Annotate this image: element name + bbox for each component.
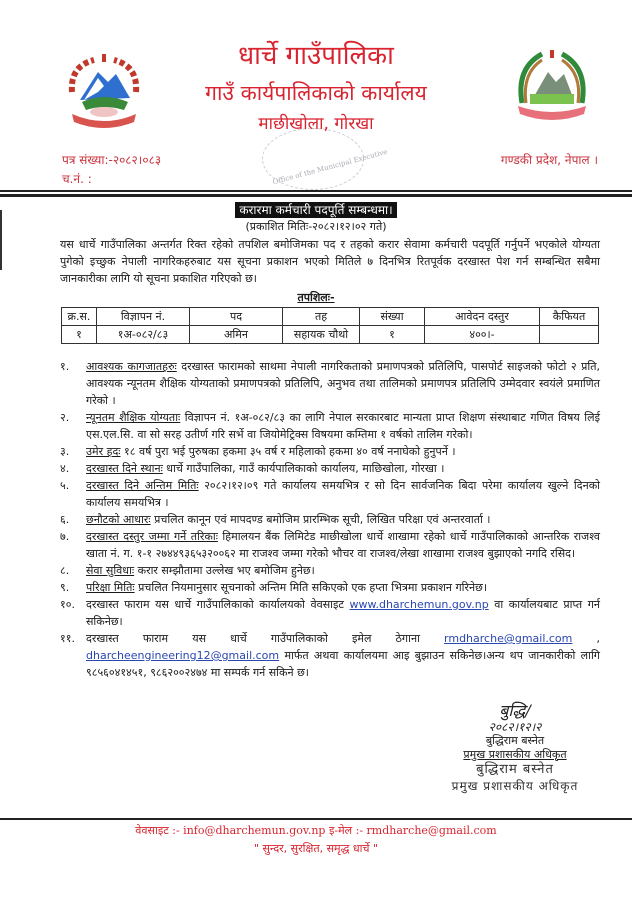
col-sn: क्र.स. [62,308,97,326]
list-item: ७. दरखास्त दस्तुर जम्मा गर्ने तरिकाः हिमालयन बैंक लिमिटेड माछीखोला धार्चे शाखामा रहेको धार्चे गाउँपालिकाको आन्तरिक राजश्व खाता नं. ग. १-१ २७४४९३६५३२००६२ मा राजश्व जम्मा गरेको भौचर वा राजश्व/लेखा शाखामा राजश्व बुझाएको नगदि रसिद। [60,530,600,560]
list-item: ८. सेवा सुविधाः करार सम्झौतामा उल्लेख भए बमोजिम हुनेछ। [60,564,315,577]
item-label: परिक्षा मितिः [86,581,135,594]
table-row [62,326,599,344]
stamp-designation: प्रमुख प्रशासकीय अधिकृत [451,779,579,793]
item-label: दरखास्त दस्तुर जम्मा गर्ने तरिकाः [86,530,218,543]
cell-post: अमिन [190,326,283,344]
item-label: दरखास्त दिने स्थानः [86,462,163,475]
table-header-row [62,308,599,326]
footer-motto: " सुन्दर, सुरक्षित, समृद्ध धार्चे " [253,842,379,855]
item-label: उमेर हदः [86,445,121,458]
cell-ad-no: १अ-०८२/८३ [97,326,190,344]
list-item: २. न्यूनतम शैक्षिक योग्यताः विज्ञापन नं. १अ-०८२/८३ का लागि नेपाल सरकारबाट मान्यता प्राप्त शिक्षण संस्थाबाट गणित विषय लिई एस.एल.सि. वा सो सरह उतीर्ण गरि सर्भे वा जियोमेट्रिक्स विषयमा कम्तिमा १ वर्षको तालिम गरेको। [60,411,600,441]
item-label: छनौटको आधारः [86,513,151,526]
item-label: सेवा सुविधाः [86,564,135,577]
cell-fee: ४००।- [425,326,540,344]
col-ad-no: विज्ञापन नं. [97,308,190,326]
municipality-name: धार्चे गाउँपालिका [238,41,394,71]
list-item: ११. दरखास्त फाराम यस धार्चे गाउँपालिकाको इमेल ठेगाना rmdharche@gmail.com , dharcheengineering12@gmail.com मार्फत अथवा कार्यालयमा आइ बुझाउन सकिनेछ।अन्य थप जानकारीको लागि ९८५६०४१४५१, ९८६२००२४७४ मा सम्पर्क गर्न सकिने छ। [60,632,600,679]
table-caption: तपशिलः- [297,291,335,304]
website-link[interactable]: www.dharchemun.gov.np [349,598,489,611]
col-fee: आवेदन दस्तुर [425,308,540,326]
item-label: न्यूनतम शैक्षिक योग्यताः [86,411,181,424]
item-label: दरखास्त दिने अन्तिम मितिः [86,479,199,492]
col-level: तह [283,308,360,326]
notice-subject: करारमा कर्मचारी पदपूर्ति सम्बन्धमा। [0,201,632,218]
footer-contact: वेवसाइट :- info@dharchemun.gov.np इ-मेल :- rmdharche@gmail.com [135,824,497,837]
province-label: गण्डकी प्रदेश, नेपाल । [500,153,598,167]
col-post: पद [190,308,283,326]
office-name: गाउँ कार्यपालिकाको कार्यालय [205,81,427,105]
stamp-name: बुद्धिराम बस्नेत [476,762,554,777]
email-link-primary[interactable]: rmdharche@gmail.com [444,632,573,645]
footer-divider [0,818,632,820]
vacancy-table [61,307,599,344]
signature-block [420,702,610,794]
notice-intro: यस धार्चे गाउँपालिका अन्तर्गत रिक्त रहेको तपशिल बमोजिमका पद र तहको करार सेवामा कर्मचारी पदपूर्ति गर्नुपर्ने भएकोले योग्यता पुगेको इच्छुक नेपाली नागरिकहरुबाट यस सूचना प्रकाशन भएको मितिले ७ दिनभित्र रितपूर्वक दरखास्त पेश गर्न सम्बन्धित सबैमा जानकारीका लागि यो सूचना प्रकाशित गरिएको छ। [60,238,600,285]
list-item: ३. उमेर हदः १८ वर्ष पुरा भई पुरुषका हकमा ३५ वर्ष र महिलाको हकमा ४० वर्ष ननाघेको हुनुपर्ने । [60,445,456,458]
cell-count: १ [360,326,425,344]
header-divider [0,190,632,192]
signatory-name: बुद्धिराम बस्नेत [485,734,545,747]
email-link-engineering[interactable]: dharcheengineering12@gmail.com [86,649,280,662]
header-divider-thick [0,194,632,197]
dispatch-number: च.नं. : [62,172,92,186]
cell-sn: १ [62,326,97,344]
list-item: ५. दरखास्त दिने अन्तिम मितिः २०८२।१२।०९ गते कार्यालय समयभित्र र सो दिन सार्वजनिक बिदा परेमा कार्यालय खुल्ने दिनको कार्यालय समयभित्र । [60,479,600,509]
published-date: (प्रकाशित मितिः-२०८२।१२।०२ गते) [245,220,387,233]
signatory-designation: प्रमुख प्रशासकीय अधिकृत [463,748,567,761]
cell-remarks [540,326,599,344]
cell-level: सहायक चौथो [283,326,360,344]
letter-number: पत्र संख्या:-२०८२।०८३ [62,153,162,167]
signature-date: २०८२।१२।२ [488,720,542,734]
item-label: आवश्यक कागजातहरुः [86,360,177,373]
list-item: ६. छनौटको आधारः प्रचलित कानून एवं मापदण्ड बमोजिम प्रारम्भिक सूची, लिखित परिक्षा एवं अन्तरवार्ता । [60,513,491,526]
conditions-list [60,358,600,681]
list-item: ९. परिक्षा मितिः प्रचलित नियमानुसार सूचनाको अन्तिम मिति सकिएको एक हप्ता भित्रमा प्रकाशन गरिनेछ। [60,581,487,594]
col-count: संख्या [360,308,425,326]
list-item: १०. दरखास्त फाराम यस धार्चे गाउँपालिकाको कार्यालयको वेवसाइट www.dharchemun.gov.np वा कार्यालयबाट प्राप्त गर्न सकिनेछ। [60,598,600,628]
office-location: माछीखोला, गोरखा [258,114,374,134]
handwritten-signature: बुद्धि/ [499,701,531,720]
col-remarks: कैफियत [540,308,599,326]
seal-text: Office of the Municipal Executive [271,147,389,187]
list-item: १. आवश्यक कागजातहरुः दरखास्त फारामको साथमा नेपाली नागरिकताको प्रमाणपत्रको प्रतिलिपि, पासपोर्ट साइजको फोटो २ प्रति, आवश्यक न्यूनतम शैक्षिक योग्यताको प्रमाणपत्रको प्रतिलिपि, अनुभव तथा तालिमको प्रमाणपत्र प्रतिलिपि उम्मेदवार स्वयंले प्रमाणित गरेको । [60,360,600,407]
office-seal [262,128,389,190]
list-item: ४. दरखास्त दिने स्थानः धार्चे गाउँपालिका, गाउँ कार्यपालिकाको कार्यालय, माछिखोला, गोरखा । [60,462,445,475]
